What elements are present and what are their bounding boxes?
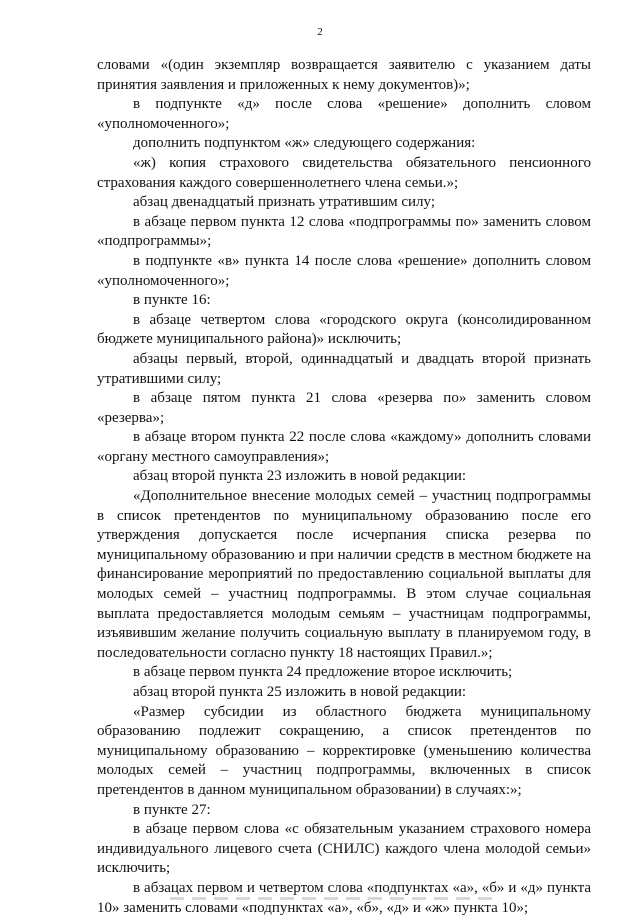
paragraph-8: в пункте 16: bbox=[133, 292, 211, 309]
paragraph-15: в абзаце первом пункта 24 предложение второе исключить; bbox=[133, 664, 513, 681]
page-number: 2 bbox=[317, 26, 323, 38]
paragraph-12: в абзаце втором пункта 22 после слова «каждому» дополнить словами «органу местного самоуправления»; bbox=[97, 429, 591, 465]
paragraph-3: дополнить подпунктом «ж» следующего содержания: bbox=[133, 135, 476, 152]
paragraph-16: абзац второй пункта 25 изложить в новой редакции: bbox=[133, 684, 467, 700]
paragraph-14: «Дополнительное внесение молодых семей – участниц подпрограммы в список претендентов по муниципальному образованию после его утверждения допускается после исчерпания списка резерва по муниципальному образованию и при наличии средств в местном бюджете на финансирование мероприятий по предоставлению социальной выплаты для молодых семей – участниц подпрограммы. В этом случае социальная выплата предоставляется молодым семьям – участницам подпрограммы, изъявившим желание получить социальную выплату в планируемом году, в последовательности согласно пункту 18 настоящих Правил.»; bbox=[97, 488, 591, 661]
paragraph-13: абзац второй пункта 23 изложить в новой редакции: bbox=[133, 468, 467, 485]
paragraph-5: абзац двенадцатый признать утратившим силу; bbox=[133, 194, 436, 211]
scan-artifact bbox=[170, 897, 500, 900]
paragraph-11: в абзаце пятом пункта 21 слова «резерва по» заменить словом «резерва»; bbox=[97, 390, 591, 426]
paragraph-4: «ж) копия страхового свидетельства обязательного пенсионного страхования каждого совершеннолетнего члена семьи.»; bbox=[97, 154, 591, 191]
paragraph-17: «Размер субсидии из областного бюджета муниципальному образованию подлежит сокращению, а список претендентов по муниципальному образованию – корректировке (уменьшению количества молодых семей – участниц подпрограммы, включенных в список претендентов в данном муниципальном образовании) в случаях:»; bbox=[97, 703, 591, 798]
paragraph-1: словами «(один экземпляр возвращается заявителю с указанием даты принятия заявления и приложенных к нему документов)»; bbox=[97, 57, 591, 93]
paragraph-18: в пункте 27: bbox=[133, 801, 211, 818]
paragraph-19: в абзаце первом слова «с обязательным указанием страхового номера индивидуального лицевого счета (СНИЛС) каждого члена молодой семьи» исключить; bbox=[97, 821, 591, 877]
paragraph-9: в абзаце четвертом слова «городского округа (консолидированном бюджете муниципального района)» исключить; bbox=[97, 311, 591, 348]
paragraph-10: абзацы первый, второй, одиннадцатый и двадцать второй признать утратившими силу; bbox=[97, 350, 591, 387]
paragraph-6: в абзаце первом пункта 12 слова «подпрограммы по» заменить словом «подпрограммы»; bbox=[97, 213, 591, 250]
paragraph-7: в подпункте «в» пункта 14 после слова «решение» дополнить словом «уполномоченного»; bbox=[97, 252, 591, 289]
paragraph-2: в подпункте «д» после слова «решение» дополнить словом «уполномоченного»; bbox=[97, 96, 591, 132]
paragraph-20: в абзацах первом и четвертом слова «подпунктах «а», «б» и «д» пункта 10» заменить словами «подпунктах «а», «б», «д» и «ж» пункта 10»; bbox=[97, 879, 591, 916]
document-body bbox=[97, 56, 591, 918]
